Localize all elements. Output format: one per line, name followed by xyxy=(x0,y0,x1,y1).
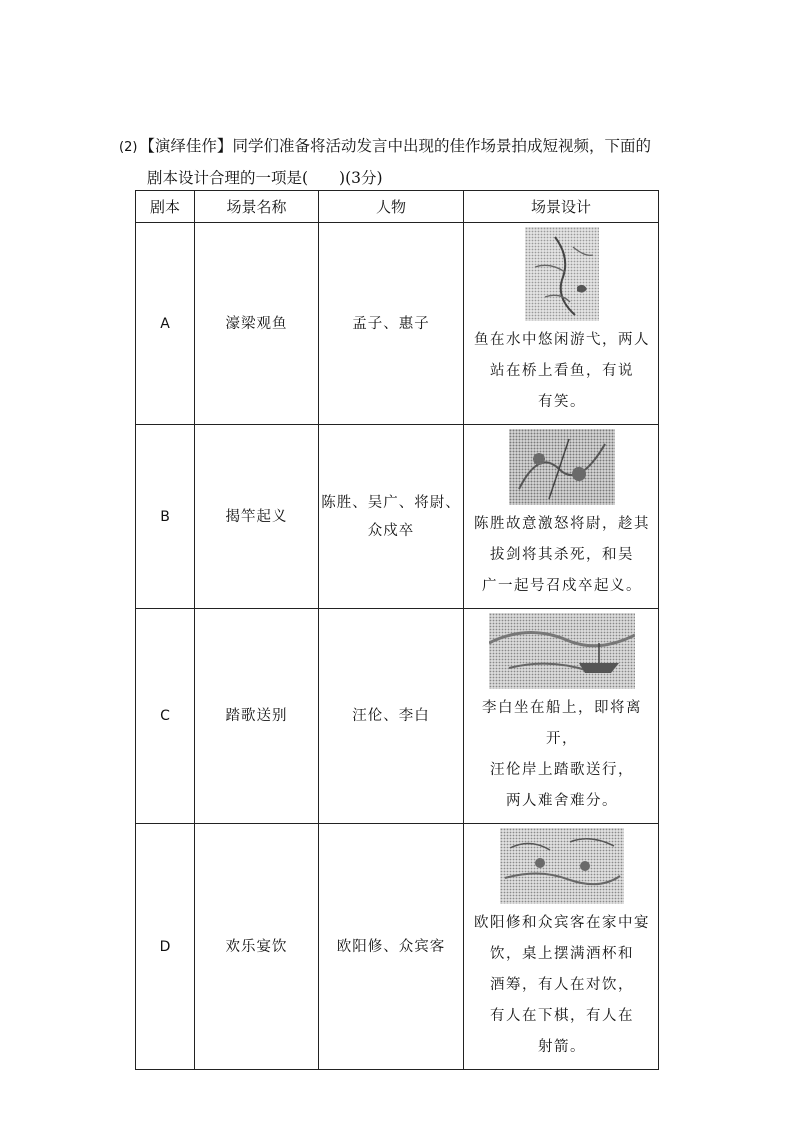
header-scene-design: 场景设计 xyxy=(464,191,659,223)
description-line: 两人难舍难分。 xyxy=(506,793,618,809)
row-letter: A xyxy=(136,223,195,425)
row-letter: C xyxy=(136,609,195,824)
description-line: 有人在下棋，有人在 xyxy=(490,1008,634,1024)
scene-description xyxy=(472,908,652,1063)
question-block xyxy=(119,131,689,193)
description-line: 鱼在水中悠闲游弋，两人 xyxy=(474,332,650,348)
header-scene-name: 场景名称 xyxy=(195,191,319,223)
boat-farewell-illustration xyxy=(489,613,635,689)
table-row xyxy=(136,824,659,1070)
description-line: 有笑。 xyxy=(538,394,586,410)
table-header-row xyxy=(136,191,659,223)
scene-name: 揭竿起义 xyxy=(195,425,319,609)
characters xyxy=(319,223,464,425)
characters xyxy=(319,609,464,824)
banquet-illustration xyxy=(500,828,624,904)
scene-description xyxy=(472,325,652,418)
description-line: 李白坐在船上，即将离开， xyxy=(482,700,642,747)
description-line: 饮，桌上摆满酒杯和 xyxy=(490,946,634,962)
description-line: 广一起号召戍卒起义。 xyxy=(482,578,642,594)
characters-line: 孟子、惠子 xyxy=(352,315,430,332)
description-line: 陈胜故意激怒将尉，趁其 xyxy=(474,516,650,532)
scene-description xyxy=(472,509,652,602)
table-row xyxy=(136,425,659,609)
scene-name: 濠梁观鱼 xyxy=(195,223,319,425)
scene-design xyxy=(464,824,659,1070)
table-row xyxy=(136,609,659,824)
description-line: 射箭。 xyxy=(538,1039,586,1055)
question-line-2: 剧本设计合理的一项是( )(3分) xyxy=(147,169,383,187)
characters-line: 陈胜、吴广、将尉、 xyxy=(321,494,461,511)
scene-description xyxy=(472,693,652,817)
characters-line: 众戍卒 xyxy=(367,522,415,539)
table-row xyxy=(136,223,659,425)
description-line: 酒筹，有人在对饮， xyxy=(490,977,634,993)
description-line: 拔剑将其杀死，和吴 xyxy=(490,547,634,563)
row-letter: D xyxy=(136,824,195,1070)
script-table xyxy=(135,190,659,1070)
scene-design xyxy=(464,609,659,824)
characters-line: 汪伦、李白 xyxy=(352,708,430,724)
header-script: 剧本 xyxy=(136,191,195,223)
header-characters: 人物 xyxy=(319,191,464,223)
description-line: 站在桥上看鱼，有说 xyxy=(490,363,634,379)
question-line-1 xyxy=(119,131,689,163)
characters xyxy=(319,425,464,609)
description-line: 欧阳修和众宾客在家中宴 xyxy=(474,915,650,931)
scene-design xyxy=(464,425,659,609)
characters xyxy=(319,824,464,1070)
scene-design xyxy=(464,223,659,425)
scene-name: 踏歌送别 xyxy=(195,609,319,824)
description-line: 汪伦岸上踏歌送行， xyxy=(490,762,634,778)
question-tag: 【演绎佳作】 xyxy=(139,137,233,155)
question-number: (2) xyxy=(119,140,138,155)
characters-line: 欧阳修、众宾客 xyxy=(336,938,446,955)
fish-bridge-illustration xyxy=(525,227,599,321)
scene-name: 欢乐宴饮 xyxy=(195,824,319,1070)
row-letter: B xyxy=(136,425,195,609)
question-text-1: 同学们准备将活动发言中出现的佳作场景拍成短视频，下面的 xyxy=(232,137,651,155)
uprising-illustration xyxy=(509,429,615,505)
